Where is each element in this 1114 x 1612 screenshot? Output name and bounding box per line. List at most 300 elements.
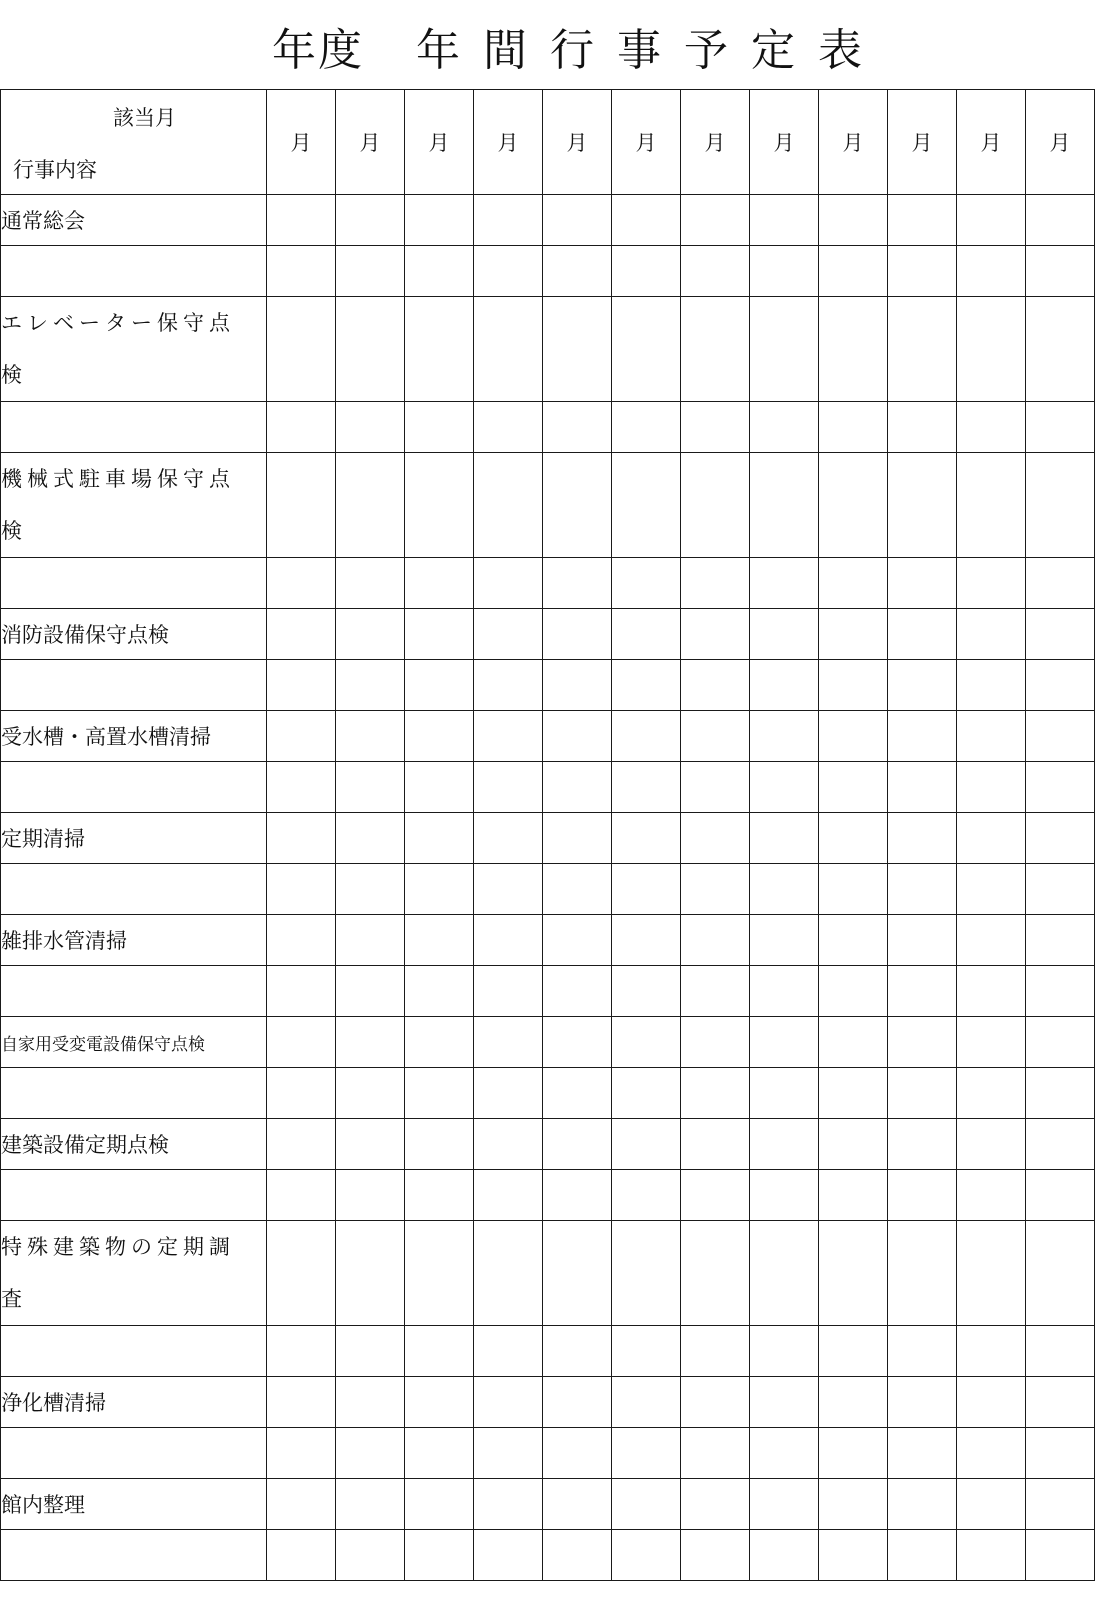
schedule-cell[interactable]: [888, 558, 957, 609]
schedule-cell[interactable]: [336, 1428, 405, 1479]
schedule-cell[interactable]: [474, 246, 543, 297]
schedule-cell[interactable]: [405, 195, 474, 246]
schedule-cell[interactable]: [474, 1170, 543, 1221]
schedule-cell[interactable]: [1026, 1479, 1095, 1530]
schedule-cell[interactable]: [612, 1428, 681, 1479]
schedule-cell[interactable]: [750, 1170, 819, 1221]
schedule-cell[interactable]: [267, 1119, 336, 1170]
schedule-cell[interactable]: [474, 558, 543, 609]
schedule-cell[interactable]: [474, 1377, 543, 1428]
schedule-cell[interactable]: [681, 966, 750, 1017]
schedule-cell[interactable]: [819, 660, 888, 711]
schedule-cell[interactable]: [1026, 915, 1095, 966]
schedule-cell[interactable]: [612, 813, 681, 864]
schedule-cell[interactable]: [1026, 297, 1095, 402]
schedule-cell[interactable]: [543, 864, 612, 915]
schedule-cell[interactable]: [267, 609, 336, 660]
schedule-cell[interactable]: [1026, 246, 1095, 297]
schedule-cell[interactable]: [612, 1530, 681, 1581]
schedule-cell[interactable]: [1026, 453, 1095, 558]
schedule-cell[interactable]: [888, 195, 957, 246]
schedule-cell[interactable]: [957, 609, 1026, 660]
schedule-cell[interactable]: [750, 246, 819, 297]
schedule-cell[interactable]: [888, 1119, 957, 1170]
schedule-cell[interactable]: [612, 609, 681, 660]
schedule-cell[interactable]: [267, 1017, 336, 1068]
schedule-cell[interactable]: [267, 711, 336, 762]
schedule-cell[interactable]: [750, 1428, 819, 1479]
schedule-cell[interactable]: [819, 297, 888, 402]
schedule-cell[interactable]: [543, 660, 612, 711]
schedule-cell[interactable]: [957, 1221, 1026, 1326]
event-notes-cell[interactable]: [1, 660, 267, 711]
schedule-cell[interactable]: [888, 1428, 957, 1479]
schedule-cell[interactable]: [819, 1530, 888, 1581]
schedule-cell[interactable]: [681, 1326, 750, 1377]
schedule-cell[interactable]: [681, 711, 750, 762]
schedule-cell[interactable]: [957, 1068, 1026, 1119]
schedule-cell[interactable]: [612, 762, 681, 813]
schedule-cell[interactable]: [267, 813, 336, 864]
schedule-cell[interactable]: [681, 453, 750, 558]
schedule-cell[interactable]: [267, 660, 336, 711]
schedule-cell[interactable]: [957, 1530, 1026, 1581]
schedule-cell[interactable]: [1026, 1068, 1095, 1119]
schedule-cell[interactable]: [474, 609, 543, 660]
schedule-cell[interactable]: [405, 660, 474, 711]
schedule-cell[interactable]: [1026, 1326, 1095, 1377]
schedule-cell[interactable]: [681, 762, 750, 813]
schedule-cell[interactable]: [336, 1119, 405, 1170]
schedule-cell[interactable]: [888, 453, 957, 558]
schedule-cell[interactable]: [888, 762, 957, 813]
event-notes-cell[interactable]: [1, 864, 267, 915]
event-notes-cell[interactable]: [1, 1170, 267, 1221]
schedule-cell[interactable]: [819, 1119, 888, 1170]
schedule-cell[interactable]: [336, 1479, 405, 1530]
schedule-cell[interactable]: [957, 1170, 1026, 1221]
schedule-cell[interactable]: [888, 915, 957, 966]
schedule-cell[interactable]: [474, 864, 543, 915]
schedule-cell[interactable]: [474, 453, 543, 558]
schedule-cell[interactable]: [750, 1017, 819, 1068]
schedule-cell[interactable]: [681, 1530, 750, 1581]
schedule-cell[interactable]: [267, 915, 336, 966]
schedule-cell[interactable]: [750, 1479, 819, 1530]
schedule-cell[interactable]: [336, 762, 405, 813]
schedule-cell[interactable]: [1026, 813, 1095, 864]
schedule-cell[interactable]: [888, 1068, 957, 1119]
schedule-cell[interactable]: [1026, 1530, 1095, 1581]
schedule-cell[interactable]: [1026, 762, 1095, 813]
schedule-cell[interactable]: [681, 1068, 750, 1119]
schedule-cell[interactable]: [888, 813, 957, 864]
schedule-cell[interactable]: [1026, 195, 1095, 246]
schedule-cell[interactable]: [405, 558, 474, 609]
schedule-cell[interactable]: [474, 966, 543, 1017]
schedule-cell[interactable]: [474, 297, 543, 402]
schedule-cell[interactable]: [543, 558, 612, 609]
schedule-cell[interactable]: [819, 1221, 888, 1326]
schedule-cell[interactable]: [474, 1428, 543, 1479]
schedule-cell[interactable]: [336, 1068, 405, 1119]
schedule-cell[interactable]: [612, 558, 681, 609]
schedule-cell[interactable]: [267, 558, 336, 609]
schedule-cell[interactable]: [543, 1530, 612, 1581]
schedule-cell[interactable]: [957, 1017, 1026, 1068]
schedule-cell[interactable]: [405, 711, 474, 762]
schedule-cell[interactable]: [336, 402, 405, 453]
schedule-cell[interactable]: [957, 558, 1026, 609]
schedule-cell[interactable]: [405, 1428, 474, 1479]
schedule-cell[interactable]: [612, 1377, 681, 1428]
schedule-cell[interactable]: [612, 1017, 681, 1068]
schedule-cell[interactable]: [957, 1428, 1026, 1479]
schedule-cell[interactable]: [543, 1119, 612, 1170]
schedule-cell[interactable]: [681, 1221, 750, 1326]
schedule-cell[interactable]: [888, 660, 957, 711]
schedule-cell[interactable]: [612, 402, 681, 453]
schedule-cell[interactable]: [819, 1017, 888, 1068]
schedule-cell[interactable]: [957, 195, 1026, 246]
schedule-cell[interactable]: [750, 558, 819, 609]
schedule-cell[interactable]: [681, 558, 750, 609]
schedule-cell[interactable]: [543, 297, 612, 402]
schedule-cell[interactable]: [405, 1479, 474, 1530]
schedule-cell[interactable]: [336, 1221, 405, 1326]
schedule-cell[interactable]: [750, 1221, 819, 1326]
schedule-cell[interactable]: [543, 246, 612, 297]
schedule-cell[interactable]: [612, 660, 681, 711]
schedule-cell[interactable]: [957, 966, 1026, 1017]
schedule-cell[interactable]: [336, 711, 405, 762]
schedule-cell[interactable]: [336, 1377, 405, 1428]
schedule-cell[interactable]: [336, 609, 405, 660]
schedule-cell[interactable]: [888, 1479, 957, 1530]
schedule-cell[interactable]: [267, 1068, 336, 1119]
schedule-cell[interactable]: [888, 609, 957, 660]
schedule-cell[interactable]: [612, 864, 681, 915]
schedule-cell[interactable]: [819, 453, 888, 558]
schedule-cell[interactable]: [612, 1119, 681, 1170]
schedule-cell[interactable]: [612, 1221, 681, 1326]
schedule-cell[interactable]: [336, 1530, 405, 1581]
schedule-cell[interactable]: [612, 1479, 681, 1530]
schedule-cell[interactable]: [819, 915, 888, 966]
schedule-cell[interactable]: [681, 660, 750, 711]
schedule-cell[interactable]: [819, 195, 888, 246]
schedule-cell[interactable]: [474, 1017, 543, 1068]
schedule-cell[interactable]: [267, 1170, 336, 1221]
schedule-cell[interactable]: [474, 711, 543, 762]
schedule-cell[interactable]: [474, 402, 543, 453]
schedule-cell[interactable]: [336, 813, 405, 864]
schedule-cell[interactable]: [543, 1377, 612, 1428]
schedule-cell[interactable]: [819, 1170, 888, 1221]
schedule-cell[interactable]: [957, 1479, 1026, 1530]
schedule-cell[interactable]: [750, 1068, 819, 1119]
schedule-cell[interactable]: [336, 246, 405, 297]
schedule-cell[interactable]: [957, 813, 1026, 864]
schedule-cell[interactable]: [681, 864, 750, 915]
schedule-cell[interactable]: [681, 297, 750, 402]
schedule-cell[interactable]: [267, 1377, 336, 1428]
schedule-cell[interactable]: [405, 1068, 474, 1119]
schedule-cell[interactable]: [888, 402, 957, 453]
schedule-cell[interactable]: [405, 402, 474, 453]
schedule-cell[interactable]: [750, 660, 819, 711]
schedule-cell[interactable]: [681, 195, 750, 246]
schedule-cell[interactable]: [888, 1377, 957, 1428]
schedule-cell[interactable]: [405, 762, 474, 813]
schedule-cell[interactable]: [750, 195, 819, 246]
schedule-cell[interactable]: [750, 1326, 819, 1377]
schedule-cell[interactable]: [957, 246, 1026, 297]
event-notes-cell[interactable]: [1, 762, 267, 813]
schedule-cell[interactable]: [474, 660, 543, 711]
schedule-cell[interactable]: [1026, 711, 1095, 762]
schedule-cell[interactable]: [267, 1326, 336, 1377]
schedule-cell[interactable]: [681, 1428, 750, 1479]
schedule-cell[interactable]: [750, 915, 819, 966]
schedule-cell[interactable]: [819, 1479, 888, 1530]
schedule-cell[interactable]: [1026, 864, 1095, 915]
schedule-cell[interactable]: [405, 297, 474, 402]
schedule-cell[interactable]: [405, 1119, 474, 1170]
schedule-cell[interactable]: [267, 1428, 336, 1479]
schedule-cell[interactable]: [957, 864, 1026, 915]
schedule-cell[interactable]: [612, 246, 681, 297]
schedule-cell[interactable]: [750, 402, 819, 453]
schedule-cell[interactable]: [957, 711, 1026, 762]
schedule-cell[interactable]: [474, 1068, 543, 1119]
schedule-cell[interactable]: [819, 966, 888, 1017]
schedule-cell[interactable]: [336, 453, 405, 558]
schedule-cell[interactable]: [543, 813, 612, 864]
schedule-cell[interactable]: [336, 915, 405, 966]
schedule-cell[interactable]: [543, 1326, 612, 1377]
schedule-cell[interactable]: [474, 1479, 543, 1530]
schedule-cell[interactable]: [474, 1326, 543, 1377]
schedule-cell[interactable]: [474, 762, 543, 813]
schedule-cell[interactable]: [681, 246, 750, 297]
schedule-cell[interactable]: [750, 711, 819, 762]
schedule-cell[interactable]: [612, 195, 681, 246]
schedule-cell[interactable]: [888, 246, 957, 297]
schedule-cell[interactable]: [336, 864, 405, 915]
schedule-cell[interactable]: [681, 1170, 750, 1221]
schedule-cell[interactable]: [543, 1428, 612, 1479]
schedule-cell[interactable]: [888, 1326, 957, 1377]
schedule-cell[interactable]: [750, 453, 819, 558]
event-notes-cell[interactable]: [1, 558, 267, 609]
schedule-cell[interactable]: [612, 966, 681, 1017]
schedule-cell[interactable]: [612, 1170, 681, 1221]
schedule-cell[interactable]: [957, 660, 1026, 711]
schedule-cell[interactable]: [957, 1119, 1026, 1170]
schedule-cell[interactable]: [957, 915, 1026, 966]
schedule-cell[interactable]: [474, 1530, 543, 1581]
schedule-cell[interactable]: [1026, 609, 1095, 660]
schedule-cell[interactable]: [681, 1479, 750, 1530]
schedule-cell[interactable]: [750, 1119, 819, 1170]
schedule-cell[interactable]: [888, 966, 957, 1017]
schedule-cell[interactable]: [957, 1377, 1026, 1428]
schedule-cell[interactable]: [336, 660, 405, 711]
schedule-cell[interactable]: [543, 1479, 612, 1530]
schedule-cell[interactable]: [681, 1377, 750, 1428]
schedule-cell[interactable]: [267, 195, 336, 246]
schedule-cell[interactable]: [405, 1326, 474, 1377]
schedule-cell[interactable]: [819, 609, 888, 660]
schedule-cell[interactable]: [612, 1068, 681, 1119]
schedule-cell[interactable]: [1026, 402, 1095, 453]
schedule-cell[interactable]: [543, 966, 612, 1017]
schedule-cell[interactable]: [543, 711, 612, 762]
schedule-cell[interactable]: [474, 813, 543, 864]
schedule-cell[interactable]: [336, 1170, 405, 1221]
schedule-cell[interactable]: [681, 1119, 750, 1170]
schedule-cell[interactable]: [681, 402, 750, 453]
schedule-cell[interactable]: [750, 297, 819, 402]
schedule-cell[interactable]: [543, 1221, 612, 1326]
schedule-cell[interactable]: [819, 1326, 888, 1377]
schedule-cell[interactable]: [681, 609, 750, 660]
schedule-cell[interactable]: [957, 402, 1026, 453]
schedule-cell[interactable]: [1026, 1377, 1095, 1428]
schedule-cell[interactable]: [267, 453, 336, 558]
schedule-cell[interactable]: [819, 558, 888, 609]
schedule-cell[interactable]: [750, 609, 819, 660]
schedule-cell[interactable]: [957, 297, 1026, 402]
schedule-cell[interactable]: [888, 1017, 957, 1068]
schedule-cell[interactable]: [543, 453, 612, 558]
schedule-cell[interactable]: [267, 966, 336, 1017]
schedule-cell[interactable]: [267, 1530, 336, 1581]
schedule-cell[interactable]: [681, 1017, 750, 1068]
schedule-cell[interactable]: [267, 864, 336, 915]
schedule-cell[interactable]: [267, 1479, 336, 1530]
schedule-cell[interactable]: [474, 1119, 543, 1170]
schedule-cell[interactable]: [267, 246, 336, 297]
schedule-cell[interactable]: [957, 1326, 1026, 1377]
schedule-cell[interactable]: [819, 1377, 888, 1428]
event-notes-cell[interactable]: [1, 1530, 267, 1581]
schedule-cell[interactable]: [612, 915, 681, 966]
schedule-cell[interactable]: [405, 813, 474, 864]
schedule-cell[interactable]: [1026, 1170, 1095, 1221]
schedule-cell[interactable]: [888, 711, 957, 762]
schedule-cell[interactable]: [750, 1530, 819, 1581]
schedule-cell[interactable]: [336, 966, 405, 1017]
event-notes-cell[interactable]: [1, 1428, 267, 1479]
schedule-cell[interactable]: [1026, 1017, 1095, 1068]
schedule-cell[interactable]: [405, 864, 474, 915]
schedule-cell[interactable]: [405, 609, 474, 660]
schedule-cell[interactable]: [336, 195, 405, 246]
schedule-cell[interactable]: [543, 1068, 612, 1119]
schedule-cell[interactable]: [336, 558, 405, 609]
schedule-cell[interactable]: [543, 609, 612, 660]
schedule-cell[interactable]: [612, 1326, 681, 1377]
schedule-cell[interactable]: [819, 402, 888, 453]
schedule-cell[interactable]: [405, 1170, 474, 1221]
schedule-cell[interactable]: [267, 762, 336, 813]
schedule-cell[interactable]: [405, 1017, 474, 1068]
schedule-cell[interactable]: [405, 246, 474, 297]
schedule-cell[interactable]: [612, 711, 681, 762]
schedule-cell[interactable]: [681, 915, 750, 966]
event-notes-cell[interactable]: [1, 1068, 267, 1119]
schedule-cell[interactable]: [1026, 660, 1095, 711]
event-notes-cell[interactable]: [1, 966, 267, 1017]
schedule-cell[interactable]: [543, 915, 612, 966]
schedule-cell[interactable]: [819, 1428, 888, 1479]
schedule-cell[interactable]: [888, 1221, 957, 1326]
schedule-cell[interactable]: [888, 1170, 957, 1221]
schedule-cell[interactable]: [405, 453, 474, 558]
schedule-cell[interactable]: [819, 1068, 888, 1119]
schedule-cell[interactable]: [819, 864, 888, 915]
event-notes-cell[interactable]: [1, 1326, 267, 1377]
schedule-cell[interactable]: [543, 1170, 612, 1221]
schedule-cell[interactable]: [543, 762, 612, 813]
schedule-cell[interactable]: [336, 1017, 405, 1068]
schedule-cell[interactable]: [267, 402, 336, 453]
schedule-cell[interactable]: [750, 864, 819, 915]
schedule-cell[interactable]: [336, 1326, 405, 1377]
schedule-cell[interactable]: [543, 195, 612, 246]
schedule-cell[interactable]: [543, 1017, 612, 1068]
schedule-cell[interactable]: [1026, 1428, 1095, 1479]
schedule-cell[interactable]: [405, 915, 474, 966]
schedule-cell[interactable]: [543, 402, 612, 453]
schedule-cell[interactable]: [1026, 558, 1095, 609]
schedule-cell[interactable]: [1026, 1221, 1095, 1326]
schedule-cell[interactable]: [888, 1530, 957, 1581]
schedule-cell[interactable]: [405, 1377, 474, 1428]
schedule-cell[interactable]: [1026, 966, 1095, 1017]
event-notes-cell[interactable]: [1, 246, 267, 297]
schedule-cell[interactable]: [750, 813, 819, 864]
schedule-cell[interactable]: [474, 915, 543, 966]
schedule-cell[interactable]: [819, 246, 888, 297]
schedule-cell[interactable]: [612, 297, 681, 402]
schedule-cell[interactable]: [1026, 1119, 1095, 1170]
schedule-cell[interactable]: [888, 297, 957, 402]
schedule-cell[interactable]: [405, 1530, 474, 1581]
schedule-cell[interactable]: [957, 453, 1026, 558]
schedule-cell[interactable]: [405, 966, 474, 1017]
schedule-cell[interactable]: [819, 813, 888, 864]
schedule-cell[interactable]: [612, 453, 681, 558]
schedule-cell[interactable]: [474, 195, 543, 246]
schedule-cell[interactable]: [750, 966, 819, 1017]
schedule-cell[interactable]: [819, 762, 888, 813]
schedule-cell[interactable]: [888, 864, 957, 915]
schedule-cell[interactable]: [750, 762, 819, 813]
schedule-cell[interactable]: [405, 1221, 474, 1326]
schedule-cell[interactable]: [957, 762, 1026, 813]
schedule-cell[interactable]: [681, 813, 750, 864]
schedule-cell[interactable]: [474, 1221, 543, 1326]
schedule-cell[interactable]: [267, 297, 336, 402]
schedule-cell[interactable]: [336, 297, 405, 402]
schedule-cell[interactable]: [750, 1377, 819, 1428]
event-notes-cell[interactable]: [1, 402, 267, 453]
schedule-cell[interactable]: [819, 711, 888, 762]
schedule-cell[interactable]: [267, 1221, 336, 1326]
